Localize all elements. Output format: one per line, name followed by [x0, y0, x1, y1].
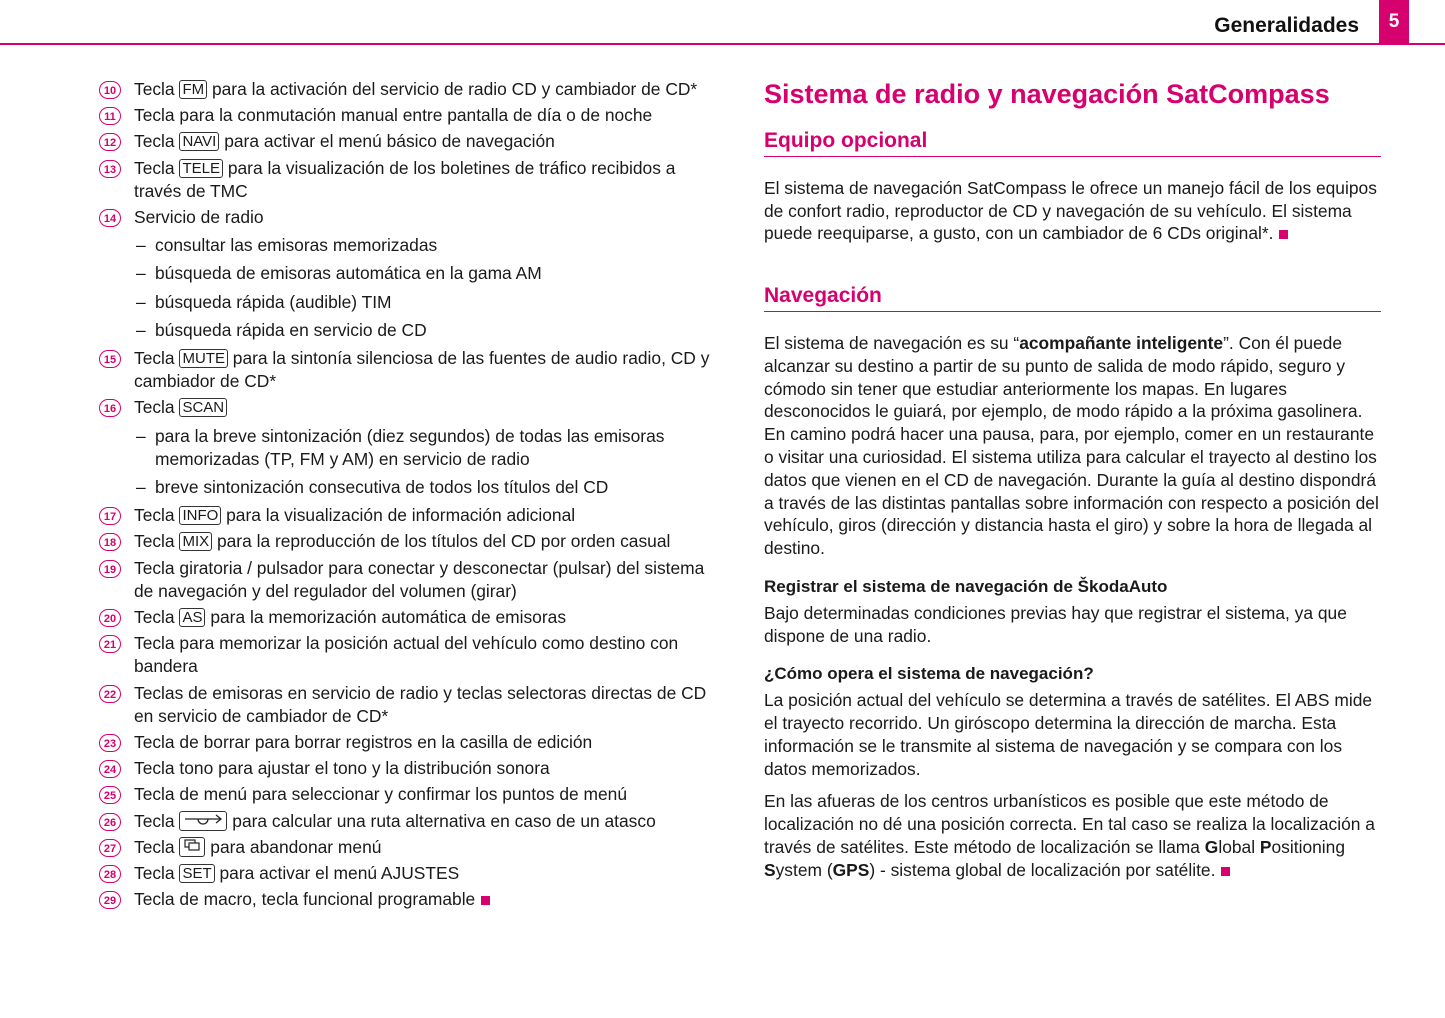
subitem-text: breve sintonización consecutiva de todos los títulos del CD	[155, 477, 609, 498]
item-text: Tecla	[134, 810, 175, 831]
subitem-text: para la breve sintonización (diez segundos) de todas las emisoras memorizadas (TP, FM y AM) en servicio de radio	[155, 425, 665, 469]
list-subitem	[99, 262, 719, 285]
subitem-text: búsqueda rápida (audible) TIM	[155, 291, 392, 312]
main-heading: Sistema de radio y navegación SatCompass	[764, 79, 1330, 109]
key-label: SET	[179, 864, 214, 883]
item-text: para la visualización de información adicional	[226, 505, 576, 526]
list-item	[99, 104, 719, 127]
callout-number: 11	[99, 107, 121, 125]
callout-number: 24	[99, 760, 121, 778]
dash-bullet: –	[136, 477, 146, 498]
item-text: Tecla para memorizar la posición actual del vehículo como destino con bandera	[134, 633, 679, 677]
list-subitem	[99, 425, 719, 471]
item-text: para la sintonía silenciosa de las fuentes de audio radio, CD y cambiador de CD*	[134, 348, 710, 392]
paragraph-registrar: Bajo determinadas condiciones previas hay que registrar el sistema, ya que dispone de una radio.	[764, 602, 1347, 646]
item-text: Tecla giratoria / pulsador para conectar y desconectar (pulsar) del sistema de navegación y del regulador del volumen (girar)	[134, 557, 705, 601]
list-item	[99, 396, 719, 419]
list-item	[99, 347, 719, 393]
callout-number: 14	[99, 209, 121, 227]
list-item	[99, 606, 719, 629]
dash-bullet: –	[136, 235, 146, 256]
item-text: Tecla	[134, 131, 175, 152]
callout-number: 10	[99, 81, 121, 99]
list-item	[99, 888, 719, 911]
callout-number: 18	[99, 533, 121, 551]
item-text: Tecla tono para ajustar el tono y la distribución sonora	[134, 758, 550, 779]
list-item	[99, 632, 719, 678]
item-text: Tecla	[134, 531, 175, 552]
item-text: Tecla	[134, 505, 175, 526]
callout-number: 12	[99, 133, 121, 151]
list-subitem	[99, 291, 719, 314]
callout-number: 22	[99, 685, 121, 703]
section-title: Generalidades	[1214, 14, 1359, 37]
key-label: FM	[179, 80, 207, 99]
list-item	[99, 206, 719, 229]
item-text: para abandonar menú	[210, 836, 382, 857]
dash-bullet: –	[136, 263, 146, 284]
end-marker	[1279, 230, 1288, 239]
list-item	[99, 130, 719, 153]
item-text: Tecla	[134, 607, 175, 628]
item-text: Tecla para la conmutación manual entre pantalla de día o de noche	[134, 105, 653, 126]
callout-list	[99, 78, 719, 915]
list-item	[99, 810, 719, 833]
callout-number: 13	[99, 160, 121, 178]
list-item	[99, 504, 719, 527]
callout-number: 25	[99, 786, 121, 804]
paragraph-gps: En las afueras de los centros urbanísticos es posible que este método de localización no dé una posición correcta. En tal caso se realiza la localización a través de satélites. Este método de localización se llama Global Positioning System (GPS) - sistema global de localización por satélite.	[764, 791, 1375, 880]
end-marker	[1221, 867, 1230, 876]
callout-number: 27	[99, 839, 121, 857]
item-text: para la activación del servicio de radio CD y cambiador de CD*	[211, 79, 698, 99]
list-item	[99, 157, 719, 203]
back-icon	[179, 837, 205, 857]
key-label: INFO	[179, 506, 221, 525]
item-text: Tecla de menú para seleccionar y confirmar los puntos de menú	[134, 784, 627, 805]
callout-number: 26	[99, 813, 121, 831]
subitem-text: búsqueda rápida en servicio de CD	[155, 319, 427, 340]
item-text: para activar el menú básico de navegación	[224, 131, 555, 152]
subheading-registrar: Registrar el sistema de navegación de ŠkodaAuto	[764, 576, 1168, 596]
key-label: AS	[179, 608, 205, 627]
item-text: Tecla	[134, 79, 175, 99]
list-subitem	[99, 319, 719, 342]
callout-number: 29	[99, 891, 121, 909]
list-item	[99, 731, 719, 754]
header-rule	[0, 43, 1445, 45]
item-text: Servicio de radio	[134, 207, 264, 228]
item-text: para activar el menú AJUSTES	[219, 863, 460, 884]
list-subitem	[99, 234, 719, 257]
key-label: MIX	[179, 532, 212, 551]
callout-number: 20	[99, 609, 121, 627]
callout-number: 15	[99, 350, 121, 368]
subitem-text: consultar las emisoras memorizadas	[155, 235, 438, 256]
paragraph-como-opera: La posición actual del vehículo se determina a través de satélites. El ABS mide el trayecto recorrido. Un giróscopo determina la dirección de marcha. Esta información se le transmite al sistema de navegación y se compara con los datos memorizados.	[764, 690, 1373, 779]
subitem-text: búsqueda de emisoras automática en la gama AM	[155, 263, 542, 284]
list-item	[99, 836, 719, 859]
list-item	[99, 862, 719, 885]
end-marker	[481, 896, 490, 905]
callout-number: 23	[99, 734, 121, 752]
list-item	[99, 757, 719, 780]
item-text: Tecla	[134, 863, 175, 884]
callout-number: 28	[99, 865, 121, 883]
item-text: Tecla	[134, 836, 175, 857]
page-number: 5	[1379, 0, 1409, 44]
list-item	[99, 557, 719, 603]
item-text: Tecla	[134, 348, 175, 369]
paragraph-equipo: El sistema de navegación SatCompass le ofrece un manejo fácil de los equipos de confort radio, reproductor de CD y navegación de su vehículo. El sistema puede reequiparse, a gusto, con un cambiador de 6 CDs original*.	[764, 177, 1377, 244]
item-text: para la reproducción de los títulos del CD por orden casual	[216, 531, 671, 552]
heading-equipo-opcional: Equipo opcional	[764, 130, 1381, 157]
key-label: TELE	[179, 159, 223, 178]
dash-bullet: –	[136, 291, 146, 312]
heading-navegacion: Navegación	[764, 285, 1381, 312]
subheading-como-opera: ¿Cómo opera el sistema de navegación?	[764, 664, 1094, 684]
item-text: Tecla de macro, tecla funcional programable	[134, 889, 476, 910]
item-text: Teclas de emisoras en servicio de radio y teclas selectoras directas de CD en servicio de cambiador de CD*	[134, 682, 707, 726]
item-text: Tecla	[134, 157, 175, 178]
dash-bullet: –	[136, 319, 146, 340]
item-text: Tecla	[134, 397, 175, 418]
paragraph-navegacion: El sistema de navegación es su “acompañante inteligente”. Con él puede alcanzar su destino a partir de su punto de salida de modo rápido, seguro y cómodo sin tener que estudiar anteriormente los mapas. En lugares desconocidos le guiará, por ejemplo, de modo rápido a la próxima gasolinera. En camino podrá hacer una pausa, para, por ejemplo, comer en un restaurante o visitar una curiosidad. El sistema utiliza para calcular el trayecto al destino los datos que vienen en el CD de navegación. Durante la guía al destino dispondrá a través de las distintas pantallas sobre información con respecto a posición del vehículo, giros (dirección y distancia hasta el giro) y sobre la hora de llegada al destino.	[764, 332, 1379, 559]
item-text: para la memorización automática de emisoras	[210, 607, 567, 628]
key-label: NAVI	[179, 132, 219, 151]
list-subitem	[99, 476, 719, 499]
item-text: para calcular una ruta alternativa en caso de un atasco	[232, 810, 656, 831]
route-icon	[179, 811, 227, 831]
item-text: para la visualización de los boletines de tráfico recibidos a través de TMC	[134, 157, 676, 201]
list-item	[99, 783, 719, 806]
callout-number: 17	[99, 507, 121, 525]
right-column	[764, 78, 1381, 892]
list-item	[99, 530, 719, 553]
callout-number: 19	[99, 560, 121, 578]
key-label: MUTE	[179, 349, 228, 368]
callout-number: 21	[99, 635, 121, 653]
key-label: SCAN	[179, 398, 227, 417]
item-text: Tecla de borrar para borrar registros en la casilla de edición	[134, 732, 593, 753]
callout-number: 16	[99, 399, 121, 417]
list-item	[99, 682, 719, 728]
list-item	[99, 78, 719, 101]
dash-bullet: –	[136, 425, 146, 446]
